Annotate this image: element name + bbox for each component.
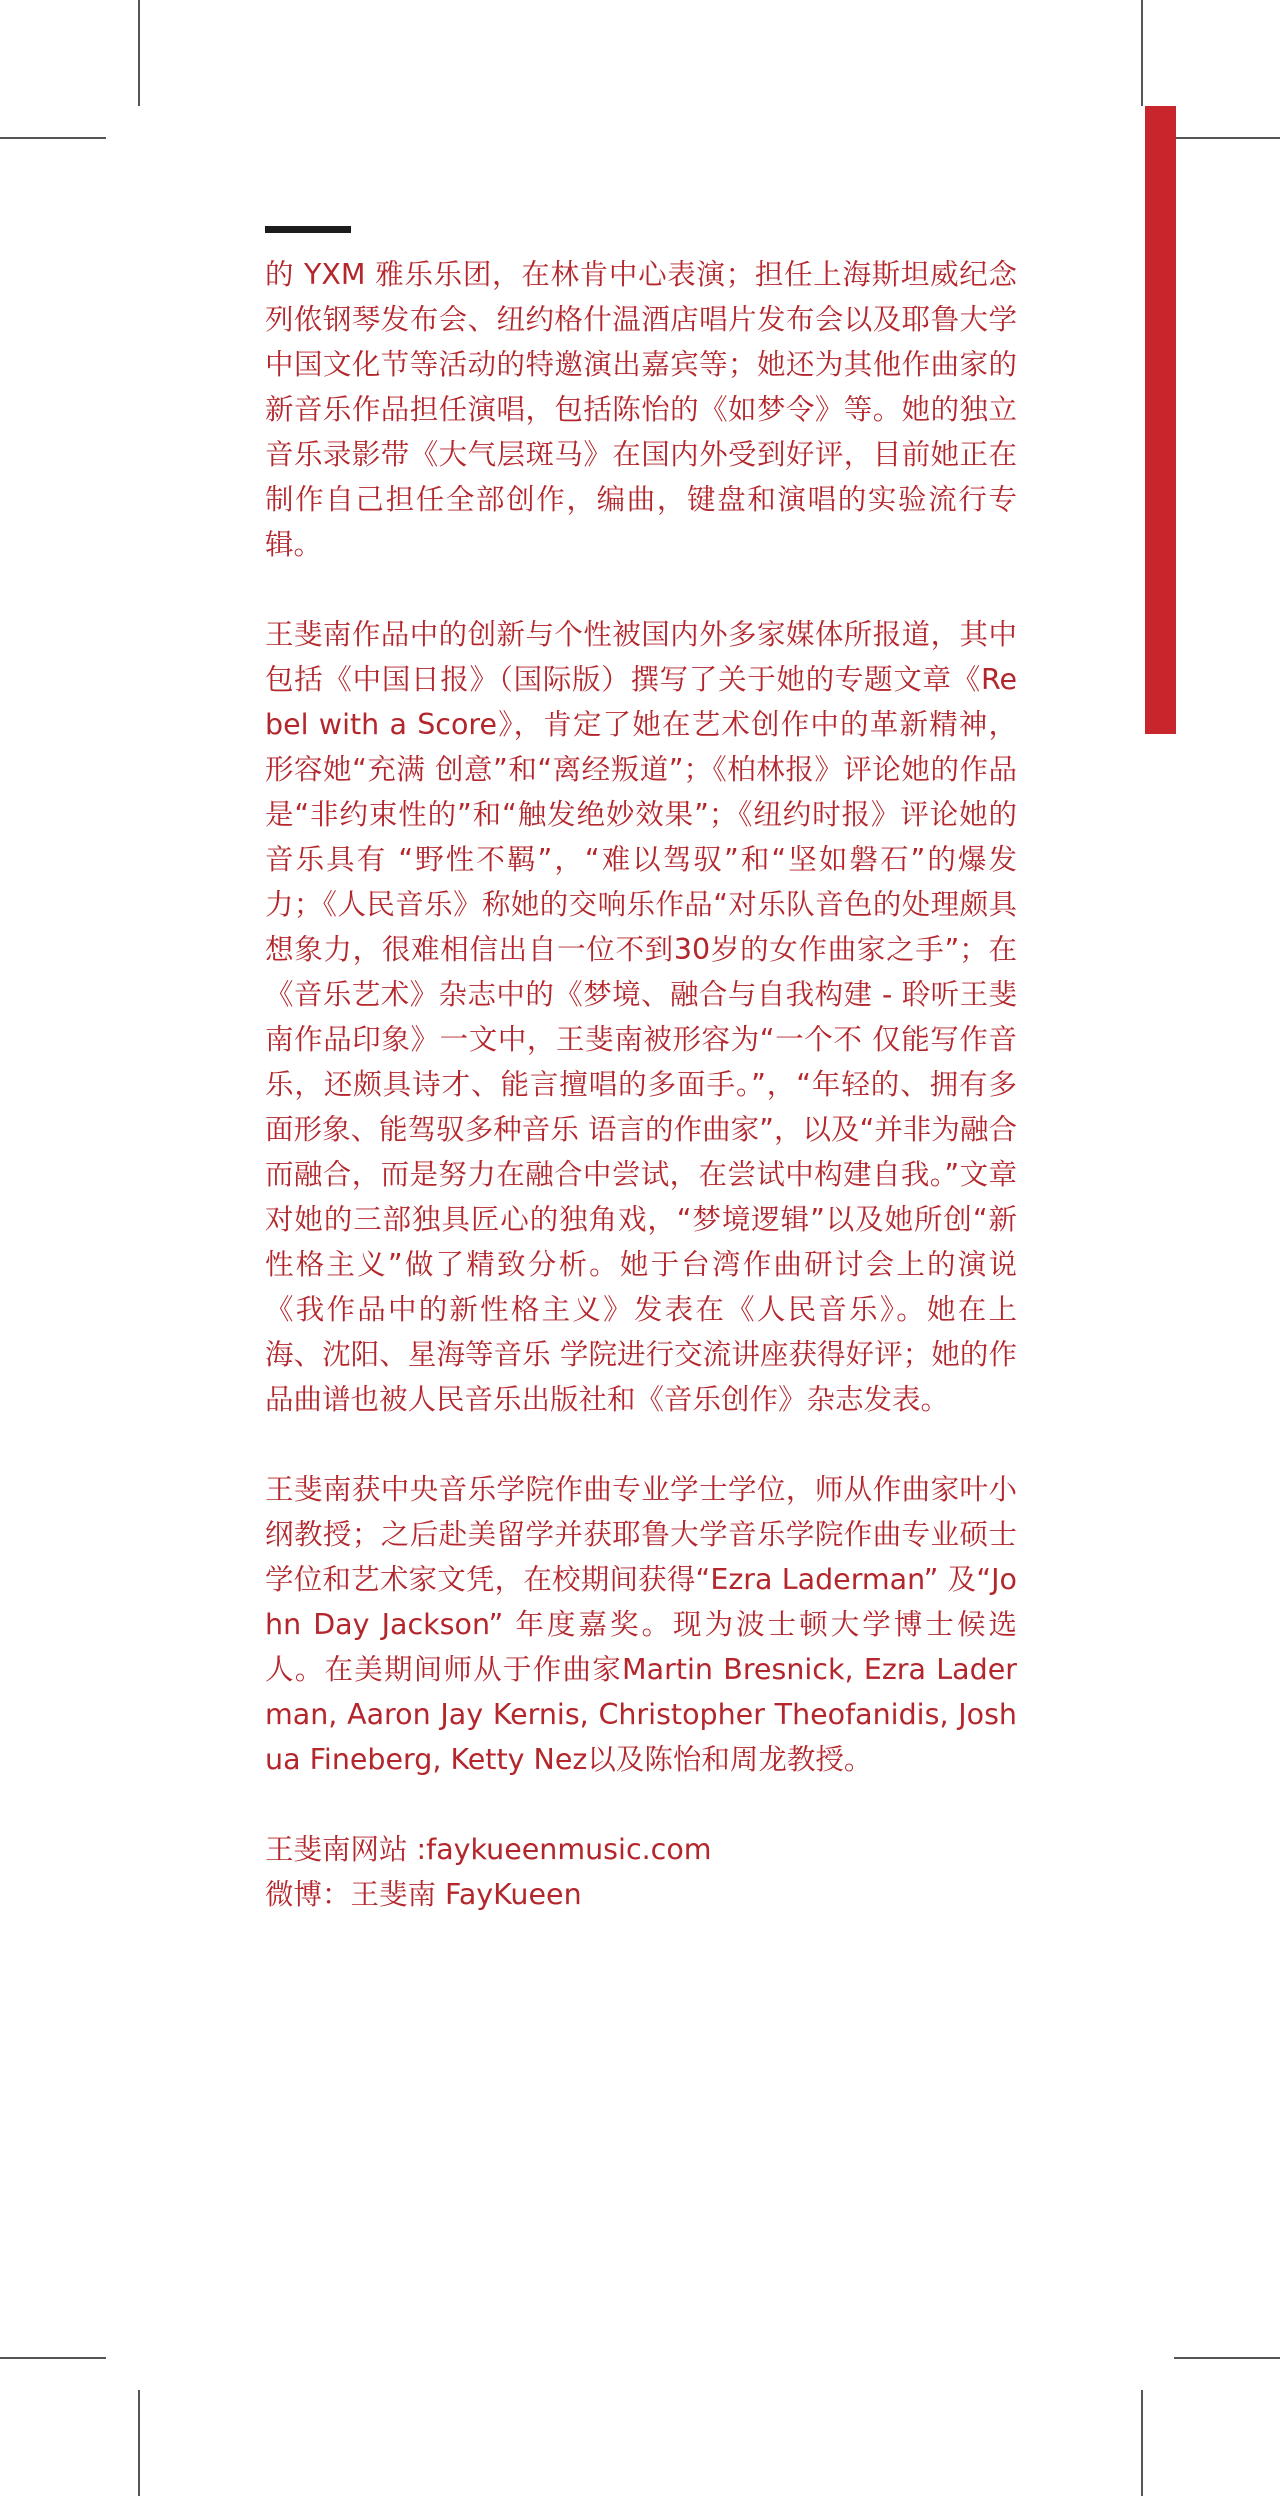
website-link[interactable]: 王斐南网站 :faykueenmusic.com — [265, 1833, 712, 1866]
contact-links — [265, 1827, 1017, 1917]
paragraph-media-coverage: 王斐南作品中的创新与个性被国内外多家媒体所报道，其中包括《中国日报》（国际版）撰写了关于她的专题文章《Rebel with a Score》，肯定了她在艺术创作中的革新精神，形容她“充满 创意”和“离经叛道”；《柏林报》评论她的作品是“非约束性的”和“触发绝妙效果”；《纽约时报》评论她的音乐具有 “野性不羁”，“难以驾驭”和“坚如磐石”的爆发力；《人民音乐》称她的交响乐作品“对乐队音色的处理颇具想象力，很难相信出自一位不到30岁的女作曲家之手”；在《音乐艺术》杂志中的《梦境、融合与自我构建 - 聆听王斐南作品印象》一文中，王斐南被形容为“一个不 仅能写作音乐，还颇具诗才、能言擅唱的多面手。”，“年轻的、拥有多面形象、能驾驭多种音乐 语言的作曲家”，以及“并非为融合而融合，而是努力在融合中尝试，在尝试中构建自我。”文章 对她的三部独具匠心的独角戏，“梦境逻辑”以及她所创“新性格主义”做了精致分析。她于台湾作曲研讨会上的演说《我作品中的新性格主义》发表在《人民音乐》。她在上海、沈阳、星海等音乐 学院进行交流讲座获得好评；她的作品曲谱也被人民音乐出版社和《音乐创作》杂志发表。 — [265, 618, 1017, 1416]
crop-mark-bottom-right-horizontal — [1174, 2357, 1280, 2359]
red-side-bar — [1145, 106, 1176, 734]
biography-text — [265, 252, 1017, 1917]
crop-mark-top-left-horizontal — [0, 137, 106, 139]
crop-mark-top-right-vertical — [1141, 0, 1143, 106]
crop-mark-bottom-right-vertical — [1141, 2390, 1143, 2496]
paragraph-education: 王斐南获中央音乐学院作曲专业学士学位，师从作曲家叶小纲教授；之后赴美留学并获耶鲁大学音乐学院作曲专业硕士学位和艺术家文凭，在校期间获得“Ezra Laderman” 及“John Day Jackson” 年度嘉奖。现为波士顿大学博士候选人。在美期间师从于作曲家Martin Bresnick, Ezra Laderman, Aaron Jay Kernis, Christopher Theofanidis, Joshua Fineberg, Ketty Nez以及陈怡和周龙教授。 — [265, 1473, 1017, 1776]
paragraph-performances: 的 YXM 雅乐乐团，在林肯中心表演；担任上海斯坦威纪念列侬钢琴发布会、纽约格什温酒店唱片发布会以及耶鲁大学中国文化节等活动的特邀演出嘉宾等；她还为其他作曲家的新音乐作品担任演唱，包括陈怡的《如梦令》等。她的独立音乐录影带《大气层斑马》在国内外受到好评，目前她正在制作自己担任全部创作，编曲，键盘和演唱的实验流行专辑。 — [265, 258, 1017, 561]
section-rule — [265, 226, 351, 233]
crop-mark-top-left-vertical — [138, 0, 140, 106]
crop-mark-bottom-left-horizontal — [0, 2357, 106, 2359]
weibo-link[interactable]: 微博：王斐南 FayKueen — [265, 1878, 582, 1911]
crop-mark-bottom-left-vertical — [138, 2390, 140, 2496]
crop-mark-top-right-horizontal — [1174, 137, 1280, 139]
